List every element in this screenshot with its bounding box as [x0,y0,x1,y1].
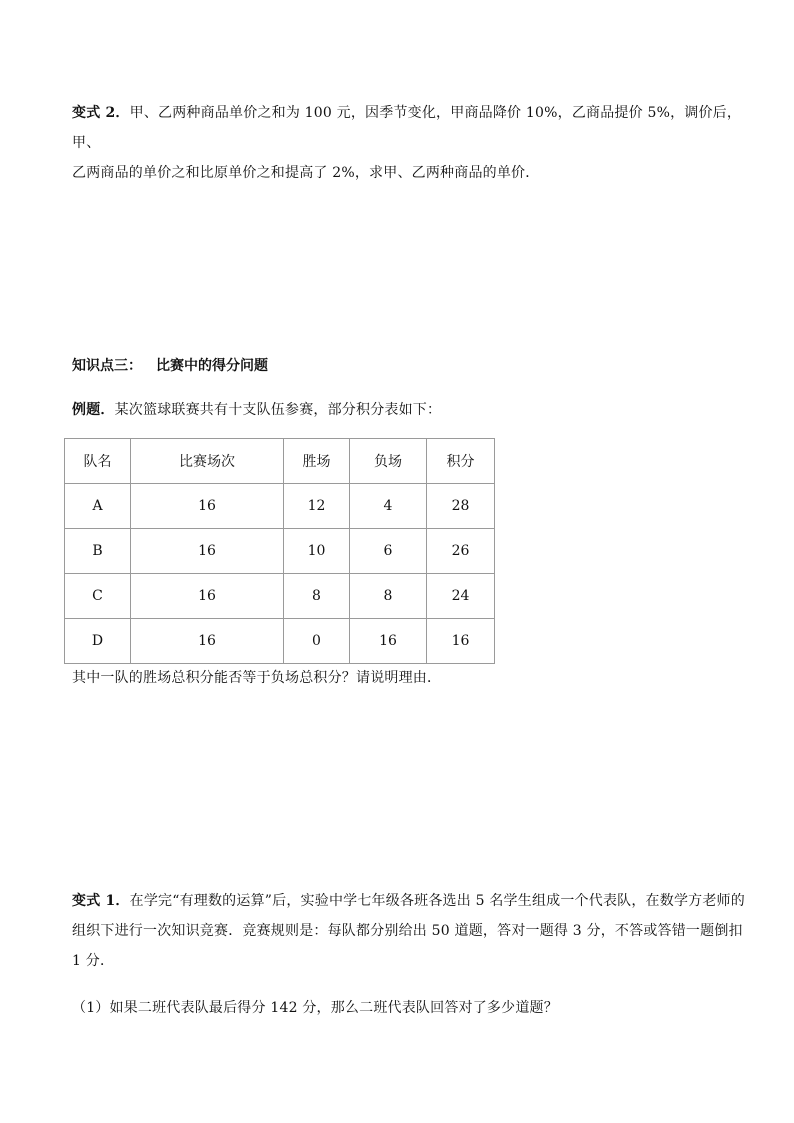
subquestion-1: （1）如果二班代表队最后得分 142 分，那么二班代表队回答对了多少道题？ [72,1000,558,1016]
example-problem [72,395,752,425]
header-wins: 胜场 [284,439,350,484]
cell-team: D [65,619,131,664]
cell-points: 28 [427,484,495,529]
cell-team: C [65,574,131,619]
score-table [64,438,495,664]
cell-games: 16 [131,619,284,664]
header-team: 队名 [65,439,131,484]
table-row [65,574,495,619]
example-text: 某次篮球联赛共有十支队伍参赛，部分积分表如下： [114,402,442,418]
cell-team: B [65,529,131,574]
variant2-line1 [72,98,752,158]
cell-losses: 6 [350,529,427,574]
cell-games: 16 [131,529,284,574]
section-prefix: 知识点三： [72,358,142,374]
variant1-text-line2: 组织下进行一次知识竞赛．竞赛规则是：每队都分别给出 50 道题，答对一题得 3 分，不答或答错一题倒扣 [72,923,743,939]
cell-points: 24 [427,574,495,619]
table-row [65,484,495,529]
cell-losses: 4 [350,484,427,529]
cell-wins: 10 [284,529,350,574]
variant2-problem [72,98,752,188]
table-row [65,619,495,664]
cell-wins: 0 [284,619,350,664]
cell-games: 16 [131,484,284,529]
cell-games: 16 [131,574,284,619]
example-question: 其中一队的胜场总积分能否等于负场总积分？请说明理由． [72,670,442,686]
example-label: 例题． [72,402,115,418]
variant1-text-line1: 在学完“有理数的运算”后，实验中学七年级各班各选出 5 名学生组成一个代表队，在数学方老师的 [129,893,745,909]
section-title: 比赛中的得分问题 [156,358,268,374]
cell-points: 16 [427,619,495,664]
table-header-row [65,439,495,484]
cell-wins: 12 [284,484,350,529]
cell-team: A [65,484,131,529]
header-losses: 负场 [350,439,427,484]
cell-wins: 8 [284,574,350,619]
variant1-label: 变式 1． [72,893,130,909]
cell-losses: 16 [350,619,427,664]
header-points: 积分 [427,439,495,484]
variant1-text-line3: 1 分． [72,953,115,969]
table-row [65,529,495,574]
cell-losses: 8 [350,574,427,619]
variant1-line1 [72,886,752,916]
cell-points: 26 [427,529,495,574]
variant1-problem [72,886,752,976]
header-games: 比赛场次 [131,439,284,484]
section-heading [72,356,268,376]
variant2-text-line2: 乙两商品的单价之和比原单价之和提高了 2%，求甲、乙两种商品的单价． [72,165,540,181]
variant2-text-line1: 甲、乙两种商品单价之和为 100 元，因季节变化，甲商品降价 10%，乙商品提价 5%，调价后，甲、 [72,105,742,151]
variant2-label: 变式 2． [72,105,130,121]
